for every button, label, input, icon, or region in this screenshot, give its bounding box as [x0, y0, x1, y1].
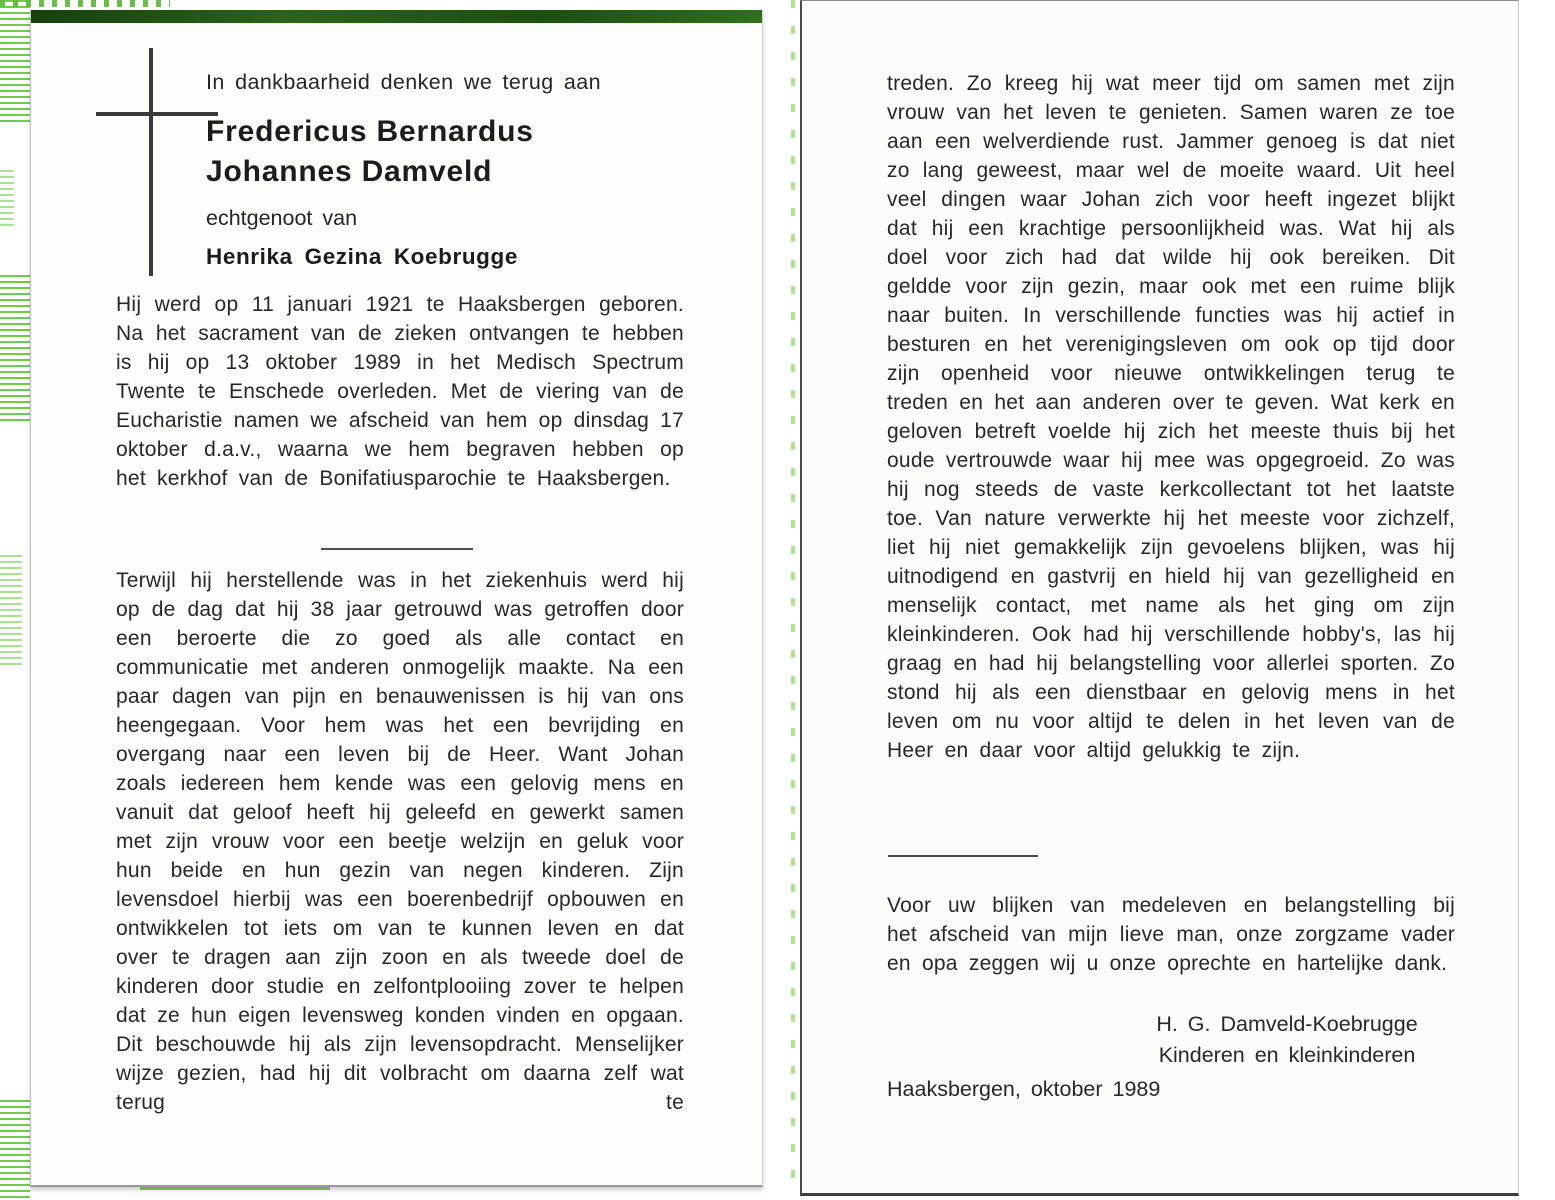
scan-artifact-center-dashes	[791, 0, 795, 1195]
scan-artifact-streaks	[0, 275, 30, 425]
scan-artifact-streaks	[0, 170, 14, 230]
section-divider	[321, 548, 473, 550]
signature-name: H. G. Damveld-Koebrugge	[1156, 1012, 1418, 1036]
memorial-card-left-page	[30, 10, 763, 1187]
paragraph-birth-death: Hij werd op 11 januari 1921 te Haaksbergen geboren. Na het sacrament van de zieken ontvangen te hebben is hij op 13 oktober 1989 in het Medisch Spectrum Twente te Enschede overleden. Met de viering van de Eucharistie namen we afscheid van hem op dinsdag 17 oktober d.a.v., waarna we hem begraven hebben op het kerkhof van de Bonifatiusparochie te Haaksbergen.	[116, 293, 684, 490]
intro-line: In dankbaarheid denken we terug aan	[206, 70, 601, 94]
signature-family: Kinderen en kleinkinderen	[1158, 1043, 1416, 1067]
section-divider	[888, 855, 1038, 857]
scan-artifact-streaks	[0, 1100, 30, 1200]
memorial-card-right-page	[800, 0, 1519, 1196]
paragraph-life-part2: treden. Zo kreeg hij wat meer tijd om samen met zijn vrouw van het leven te genieten. Samen waren ze toe aan een welverdiende rust. Jammer genoeg is dat niet zo lang geweest, maar wel de moeite waard. Uit heel veel dingen waar Johan zich voor heeft ingezet blijkt dat hij een krachtige persoonlijkheid was. Wat hij als doel voor zich had dat wilde hij ook bereiken. Dit geldde voor zijn gezin, maar ook met een ruime blijk naar buiten. In verschillende functies was hij actief in besturen en het verenigingsleven om ook op tijd door zijn openheid voor nieuwe ontwikkelingen terug te treden en het aan anderen over te geven. Wat kerk en geloven betreft voelde hij zich het meeste thuis bij het oude vertrouwde waar hij mee was opgegroeid. Zo was hij nog steeds de vaste kerkcollectant tot het laatste toe. Van nature verwerkte hij het meeste voor zichzelf, liet hij niet gemakkelijk zijn gevoelens blijken, was hij uitnodigend en gastvrij en hield hij van gezelligheid en menselijk contact, met name als het ging om zijn kleinkinderen. Ook had hij verschillende hobby's, las hij graag en had hij belangstelling voor allerlei sporten. Zo stond hij als een dienstbaar en gelovig mens in het leven om nu voor altijd te delen in het leven van de Heer en daar voor altijd gelukkig te zijn.	[887, 72, 1455, 762]
deceased-name	[206, 112, 726, 192]
spouse-name: Henrika Gezina Koebrugge	[206, 244, 518, 269]
deceased-name-line2: Johannes Damveld	[206, 155, 493, 188]
place-date-line: Haaksbergen, oktober 1989	[887, 1077, 1161, 1101]
cross-horizontal-bar	[96, 112, 218, 116]
scan-artifact-streaks	[0, 555, 22, 665]
signature-block	[1052, 1009, 1522, 1071]
paragraph-life-part1: Terwijl hij herstellende was in het ziekenhuis werd hij op de dag dat hij 38 jaar getrouwd was getroffen door een beroerte die zo goed als alle contact en communicatie met anderen onmogelijk maakte. Na een paar dagen van pijn en benauwenissen is hij van ons heengegaan. Voor hem was het een bevrijding en overgang naar een leven bij de Heer. Want Johan zoals iedereen hem kende was een gelovig mens en vanuit dat geloof heeft hij geleefd en gewerkt samen met zijn vrouw voor een beetje welzijn en geluk voor hun beide en hun gezin van negen kinderen. Zijn levensdoel hierbij was een boerenbedrijf opbouwen en ontwikkelen tot iets om van te kunnen leven en dat over te dragen aan zijn zoon en als tweede doel de kinderen door studie en zelfontplooiing zover te helpen dat ze hun eigen levensweg konden vinden en opgaan. Dit beschouwde hij als zijn levensopdracht. Menselijker wijze gezien, had hij dit volbracht om daarna zelf wat terug te	[116, 569, 684, 1114]
paragraph-acknowledgement: Voor uw blijken van medeleven en belangstelling bij het afscheid van mijn lieve man, onze zorgzame vader en opa zeggen wij u onze oprechte en hartelijke dank.	[887, 894, 1455, 975]
cross-icon	[96, 48, 218, 276]
relation-label: echtgenoot van	[206, 206, 358, 230]
cross-vertical-bar	[149, 48, 153, 276]
deceased-name-line1: Fredericus Bernardus	[206, 115, 534, 148]
scan-artifact-streaks	[0, 0, 30, 125]
scan-edge-strip	[31, 10, 762, 23]
